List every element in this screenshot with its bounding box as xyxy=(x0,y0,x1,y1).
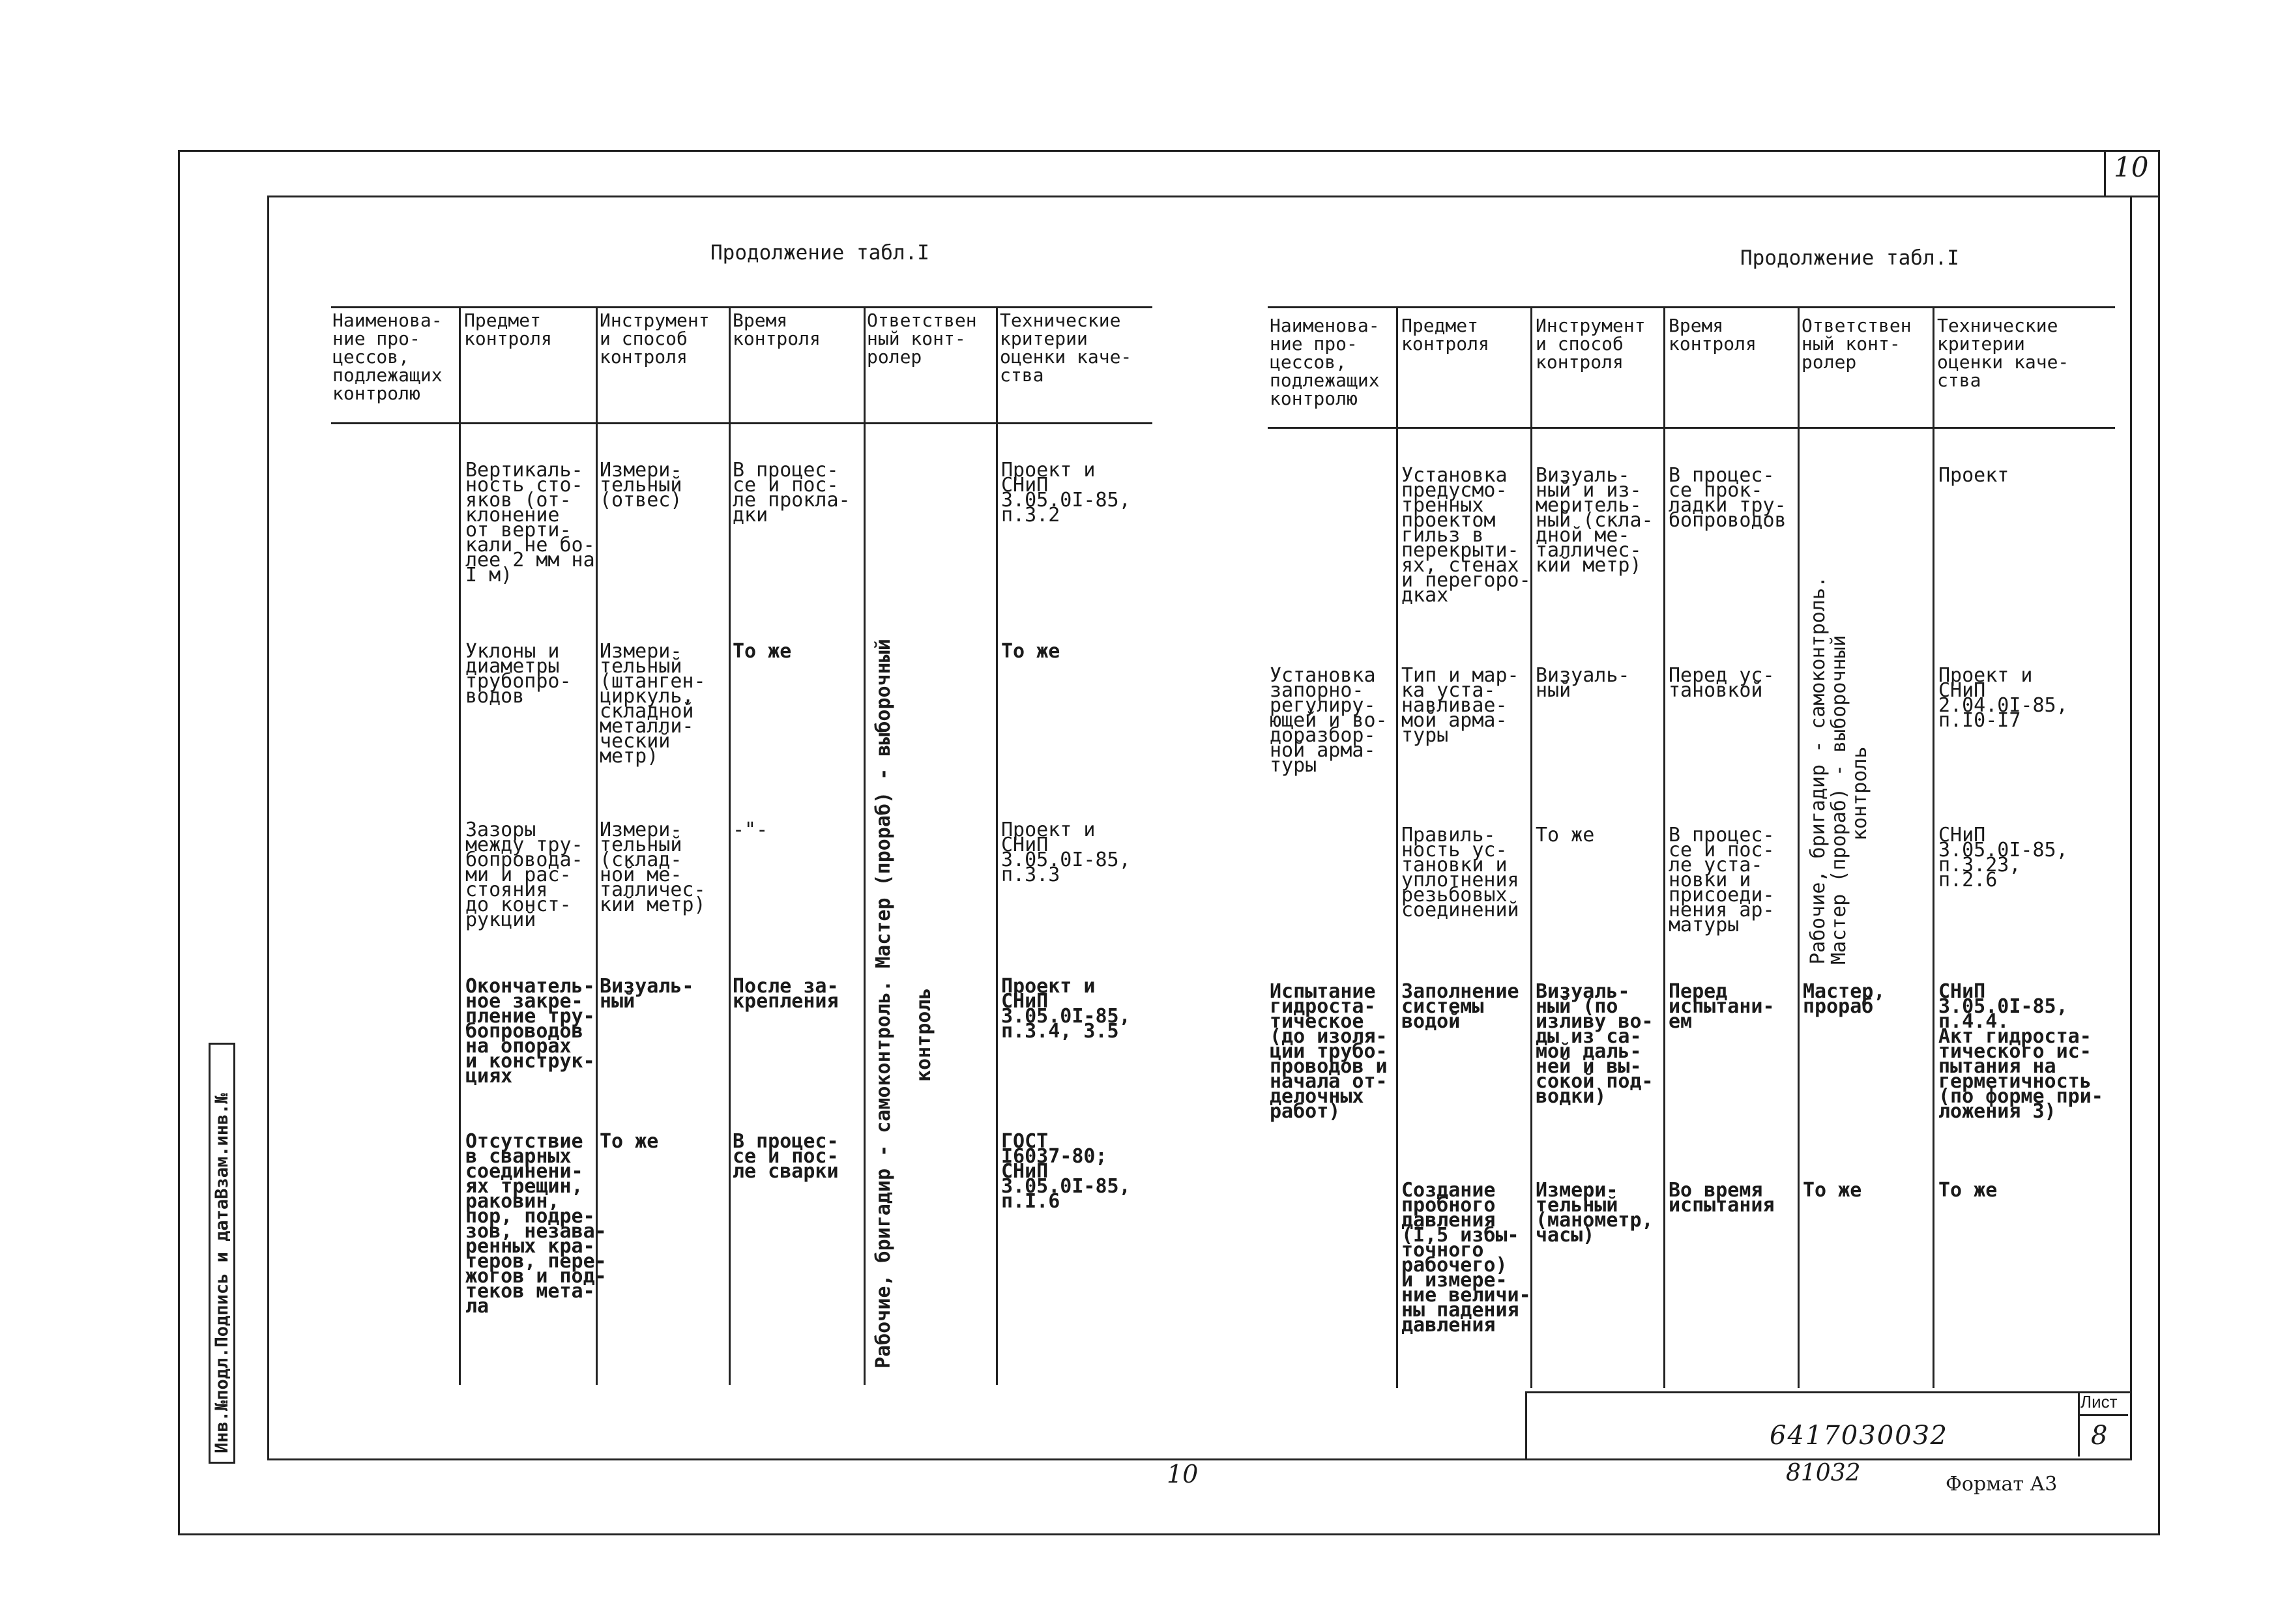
right-row4-process: Испытание гидроста- тическое (до изоля- ции трубо- проводов и начала от- делочных работ) xyxy=(1270,980,1388,1123)
right-row5-subject: Создание пробного давления (I,5 избы- точного рабочего) и измере- ние величи- ны падения давления xyxy=(1401,1179,1531,1337)
document-code: 64170300З2 xyxy=(1770,1421,1948,1451)
left-header-controller: Ответствен ный конт- ролер xyxy=(867,310,977,368)
right-row5-tool: Измери- тельный (манометр, часы) xyxy=(1536,1179,1654,1247)
left-row2-criteria: То же xyxy=(1001,640,1060,663)
left-header-process: Наименова- ние про- цессов, подлежащих контролю xyxy=(332,310,443,404)
left-header-tool: Инструмент и способ контроля xyxy=(600,310,710,368)
left-row1-subject: Вертикаль- ность сто- яков (от- клонение от верти- кали не бо- лее 2 мм на I м) xyxy=(465,459,595,587)
left-header-rule xyxy=(331,422,1152,424)
left-row2-subject: Уклоны и диаметры трубопро- водов xyxy=(465,640,572,708)
left-row5-subject: Отсутствие в сварных соединени- ях трещин, раковин, пор, подре- зов, незава- ренных кра- теров, пере- жогов и под- теков мета- ла xyxy=(465,1130,607,1318)
right-row4-controller: Мастер, прораб xyxy=(1803,980,1886,1018)
left-row2-time: То же xyxy=(733,640,792,663)
left-top-rule xyxy=(331,306,1152,308)
left-row5-time: В процес- се и пос- ле сварки xyxy=(733,1130,839,1183)
left-col-sep-4 xyxy=(864,306,866,1385)
right-row1-subject: Установка предусмо- тренных проектом гильз в перекрыти- ях, стенах и перегоро- дках xyxy=(1401,464,1531,607)
left-row1-criteria: Проект и СНиП 3.05.0I-85, п.3.2 xyxy=(1001,459,1131,527)
left-row1-time: В процес- се и пос- ле прокла- дки xyxy=(733,459,851,527)
sheet-label: Лист xyxy=(2080,1392,2118,1412)
left-col-sep-1 xyxy=(459,306,461,1385)
left-row1-tool: Измери- тельный (отвес) xyxy=(600,459,682,512)
right-controller-vertical-1: Рабочие, бригадир - самоконтроль. xyxy=(1807,575,1830,964)
sheet-number: 8 xyxy=(2091,1421,2108,1451)
left-row2-tool: Измери- тельный (штанген- циркуль, складной металли- ческий метр) xyxy=(600,640,706,768)
right-row3-time: В процес- се и пос- ле уста- новки и присоеди- нения ар- матуры xyxy=(1669,824,1775,936)
left-row3-subject: Зазоры между тру- бопровода- ми и рас- стояния до конст- рукций xyxy=(465,819,583,931)
right-row5-criteria: То же xyxy=(1938,1179,1998,1202)
left-controller-vertical-2: контроль xyxy=(912,987,935,1082)
right-row4-time: Перед испытани- ем xyxy=(1669,980,1775,1033)
right-header-controller: Ответствен ный конт- ролер xyxy=(1802,315,1912,373)
left-row5-criteria: ГОСТ I6037-80; СНиП 3.05.0I-85, п.I.6 xyxy=(1001,1130,1131,1213)
sheet-box-rule xyxy=(2078,1414,2128,1416)
right-row3-criteria: СНиП 3.05.0I-85, п.3.23, п.2.6 xyxy=(1938,824,2068,892)
left-row3-time: -"- xyxy=(733,819,768,841)
right-col-sep-5 xyxy=(1933,306,1934,1388)
right-row3-subject: Правиль- ность ус- тановки и уплотнения резьбовых соединений xyxy=(1401,824,1519,921)
right-row2-process: Установка запорно- регулиру- ющей и во- доразбор- ной арма- туры xyxy=(1270,664,1388,777)
right-col-sep-3 xyxy=(1663,306,1665,1388)
right-row1-tool: Визуаль- ный и из- меритель- ный (скла- дной ме- талличес- кий метр) xyxy=(1536,464,1654,577)
right-row2-criteria: Проект и СНиП 2.04.0I-85, п.I0-I7 xyxy=(1938,664,2068,732)
bottom-page-number: 10 xyxy=(1167,1460,1199,1488)
right-header-time: Время контроля xyxy=(1669,315,1757,355)
right-row4-tool: Визуаль- ный (по изливу во- ды из са- мой даль- ней и вы- сокой под- водки) xyxy=(1536,980,1654,1108)
right-caption: Продолжение табл.I xyxy=(1740,246,1959,270)
right-row5-time: Во время испытания xyxy=(1669,1179,1775,1217)
right-header-rule xyxy=(1268,427,2115,429)
handwritten-code: 81032 xyxy=(1786,1460,1861,1486)
right-header-criteria: Технические критерии оценки каче- ства xyxy=(1937,315,2069,391)
side-stamp-text: Инв.№подл.Подпись и датаВзам.инв.№ xyxy=(212,1093,232,1453)
right-row4-subject: Заполнение системы водой xyxy=(1401,980,1519,1033)
left-header-time: Время контроля xyxy=(733,310,821,349)
left-col-sep-3 xyxy=(729,306,731,1385)
right-col-sep-4 xyxy=(1798,306,1800,1388)
right-row3-tool: То же xyxy=(1536,824,1595,847)
left-row3-criteria: Проект и СНиП 3.05.0I-85, п.3.3 xyxy=(1001,819,1131,886)
right-top-rule xyxy=(1268,306,2115,308)
left-row4-criteria: Проект и СНиП 3.05.0I-85, п.3.4, 3.5 xyxy=(1001,975,1131,1043)
right-controller-vertical-3: контроль xyxy=(1848,746,1871,841)
right-header-process: Наименова- ние про- цессов, подлежащих контролю xyxy=(1270,315,1380,409)
right-row1-criteria: Проект xyxy=(1938,464,2009,487)
left-caption: Продолжение табл.I xyxy=(710,241,929,265)
right-row5-controller: То же xyxy=(1803,1179,1862,1202)
left-row4-subject: Окончатель- ное закре- пление тру- бопроводов на опорах и конструк- циях xyxy=(465,975,595,1088)
left-header-criteria: Технические критерии оценки каче- ства xyxy=(1000,310,1132,386)
left-controller-vertical-1: Рабочие, бригадир - самоконтроль. Мастер (прораб) - выборочный xyxy=(872,639,895,1369)
corner-page-number: 10 xyxy=(2114,151,2149,183)
right-col-sep-1 xyxy=(1396,306,1398,1388)
left-header-subject: Предмет контроля xyxy=(464,310,552,349)
left-row4-time: После за- крепления xyxy=(733,975,839,1013)
right-row2-subject: Тип и мар- ка уста- навливае- мой арма- туры xyxy=(1401,664,1519,747)
right-controller-vertical-2: Мастер (прораб) - выборочный xyxy=(1828,635,1850,964)
right-header-tool: Инструмент и способ контроля xyxy=(1536,315,1646,373)
left-row4-tool: Визуаль- ный xyxy=(600,975,694,1013)
left-row3-tool: Измери- тельный (склад- ной ме- талличес- кий метр) xyxy=(600,819,706,916)
right-row2-time: Перед ус- тановкой xyxy=(1669,664,1775,702)
right-header-subject: Предмет контроля xyxy=(1401,315,1489,355)
format-label: Формат А3 xyxy=(1946,1473,2058,1496)
right-row2-tool: Визуаль- ный xyxy=(1536,664,1630,702)
right-row4-criteria: СНиП 3.05.0I-85, п.4.4. Акт гидроста- тического ис- пытания на герметичность (по форме при- ложения 3) xyxy=(1938,980,2103,1123)
right-row1-time: В процес- се прок- ладки тру- бопроводов xyxy=(1669,464,1787,532)
left-col-sep-5 xyxy=(996,306,998,1385)
left-row5-tool: То же xyxy=(600,1130,659,1153)
